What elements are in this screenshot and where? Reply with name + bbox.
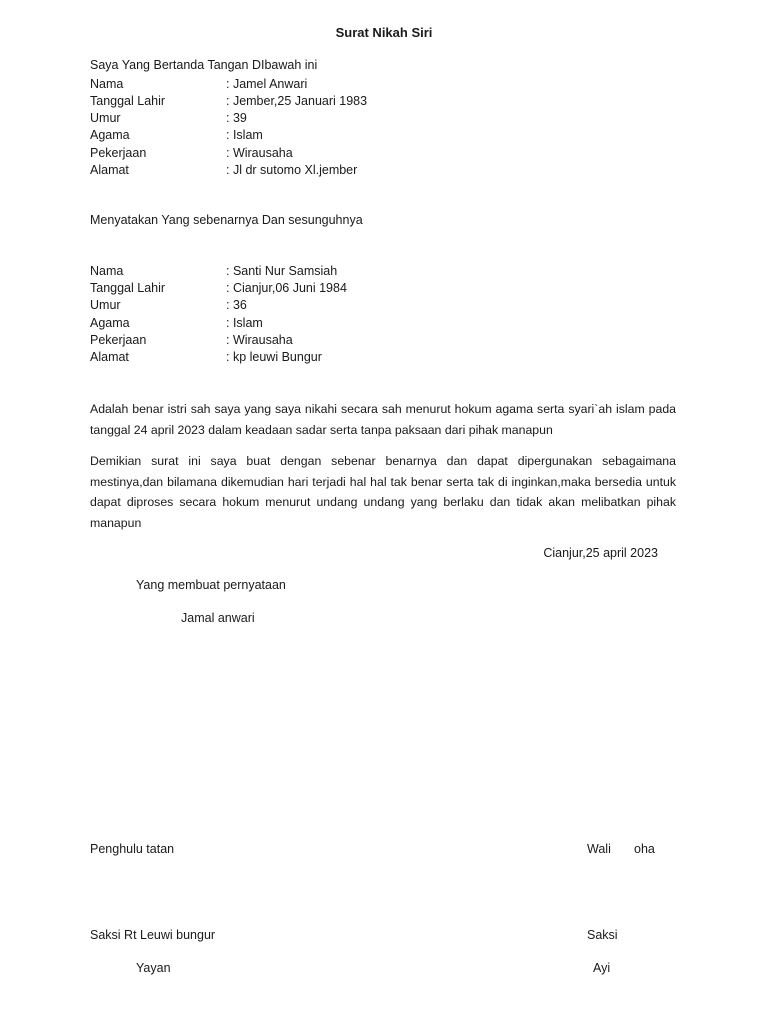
statement-text: Menyatakan Yang sebenarnya Dan sesunguhnya xyxy=(90,213,363,227)
field-label: Agama xyxy=(90,316,130,330)
saksi-right-name: Ayi xyxy=(593,961,611,975)
field-label: Agama xyxy=(90,128,130,142)
field-label: Alamat xyxy=(90,350,129,364)
field-label: Umur xyxy=(90,298,121,312)
intro-text: Saya Yang Bertanda Tangan DIbawah ini xyxy=(90,58,318,72)
field-value: : Islam xyxy=(226,316,263,330)
penghulu-label: Penghulu tatan xyxy=(90,842,175,856)
field-value: : Jl dr sutomo Xl.jember xyxy=(226,163,358,177)
field-label: Alamat xyxy=(90,163,129,177)
wali-name: oha xyxy=(634,842,655,856)
maker-name: Jamal anwari xyxy=(181,611,255,625)
document-title: Surat Nikah Siri xyxy=(335,25,433,40)
place-date: Cianjur,25 april 2023 xyxy=(543,546,658,560)
saksi-left-label: Saksi Rt Leuwi bungur xyxy=(90,928,216,942)
field-value: : Wirausaha xyxy=(226,146,293,160)
maker-label: Yang membuat pernyataan xyxy=(136,578,286,592)
paragraph-closing: Demikian surat ini saya buat dengan sebenar benarnya dan dapat dipergunakan sebagaimana mestinya,dan bilamana dikemudian hari terjadi hal hal tak benar serta tak di inginkan,maka bersedia untuk dapat diproses secara hokum menurut undang undang yang berlaku dan tidak akan melibatkan pihak manapun xyxy=(90,454,676,530)
wali-label: Wali xyxy=(587,842,611,856)
field-value: : 36 xyxy=(226,298,247,312)
field-label: Tanggal Lahir xyxy=(90,281,166,295)
saksi-right-label: Saksi xyxy=(587,928,618,942)
field-value: : Islam xyxy=(226,128,263,142)
field-label: Pekerjaan xyxy=(90,333,147,347)
field-label: Tanggal Lahir xyxy=(90,94,166,108)
field-value: : kp leuwi Bungur xyxy=(226,350,322,364)
field-value: : Wirausaha xyxy=(226,333,293,347)
field-label: Nama xyxy=(90,77,124,91)
field-value: : Cianjur,06 Juni 1984 xyxy=(226,281,347,295)
field-value: : Santi Nur Samsiah xyxy=(226,264,338,278)
field-value: : Jember,25 Januari 1983 xyxy=(226,94,368,108)
field-label: Pekerjaan xyxy=(90,146,147,160)
field-label: Nama xyxy=(90,264,124,278)
field-label: Umur xyxy=(90,111,121,125)
saksi-left-name: Yayan xyxy=(136,961,171,975)
paragraph-declaration: Adalah benar istri sah saya yang saya nikahi secara sah menurut hokum agama serta syari`ah islam pada tanggal 24 april 2023 dalam keadaan sadar serta tanpa paksaan dari pihak manapun xyxy=(90,402,676,437)
field-value: : 39 xyxy=(226,111,247,125)
field-value: : Jamel Anwari xyxy=(226,77,308,91)
